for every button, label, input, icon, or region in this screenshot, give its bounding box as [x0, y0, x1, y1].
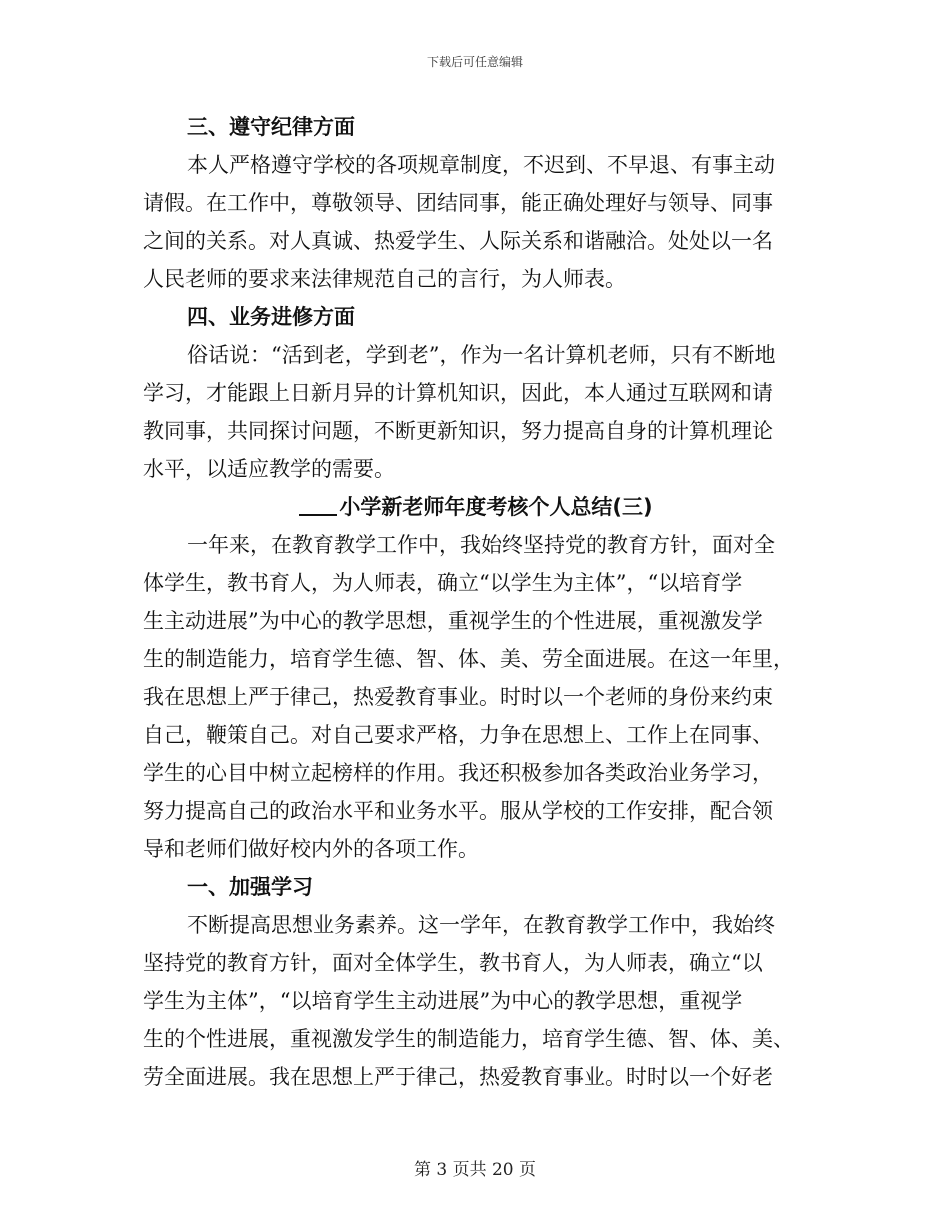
paragraph-line: 劳全面进展。我在思想上严于律己，热爱教育事业。时时以一个好老 — [143, 1065, 773, 1089]
paragraph-line: 学习，才能跟上日新月异的计算机知识，因此，本人通过互联网和请 — [143, 381, 773, 405]
paragraph-line: 一年来，在教育教学工作中，我始终坚持党的教育方针，面对全 — [187, 533, 775, 557]
paragraph-line: 人民老师的要求来法律规范自己的言行，为人师表。 — [143, 267, 626, 291]
paragraph-line: 努力提高自己的政治水平和业务水平。服从学校的工作安排，配合领 — [143, 799, 773, 823]
paragraph-line: 不断提高思想业务素养。这一学年，在教育教学工作中，我始终 — [187, 913, 775, 937]
section-heading-discipline: 三、遵守纪律方面 — [187, 115, 355, 139]
paragraph-line: 生主动进展”为中心的教学思想，重视学生的个性进展，重视激发学 — [143, 609, 763, 633]
paragraph-line: 教同事，共同探讨问题，不断更新知识，努力提高自身的计算机理论 — [143, 419, 773, 443]
section-heading-strengthen-learning: 一、加强学习 — [187, 875, 313, 899]
document-body — [143, 108, 809, 1096]
paragraph-line: 水平，以适应教学的需要。 — [143, 457, 395, 481]
paragraph-line: 学生为主体”，“以培育学生主动进展”为中心的教学思想，重视学 — [143, 989, 743, 1013]
paragraph-line: 之间的关系。对人真诚、热爱学生、人际关系和谐融洽。处处以一名 — [143, 229, 773, 253]
title-blank-underline — [299, 490, 337, 516]
paragraph-line: 请假。在工作中，尊敬领导、团结同事，能正确处理好与领导、同事 — [143, 191, 773, 215]
document-title-row — [143, 488, 809, 526]
section-heading-professional-study: 四、业务进修方面 — [187, 305, 355, 329]
paragraph-line: 生的个性进展，重视激发学生的制造能力，培育学生德、智、体、美、 — [143, 1027, 794, 1051]
page-footer: 第 3 页共 20 页 — [413, 1160, 537, 1180]
page-header: 下载后可任意编辑 — [426, 55, 523, 69]
paragraph-line: 自己，鞭策自己。对自己要求严格，力争在思想上、工作上在同事、 — [143, 723, 773, 747]
paragraph-line: 学生的心目中树立起榜样的作用。我还积极参加各类政治业务学习， — [143, 761, 773, 785]
document-title: 小学新老师年度考核个人总结(三) — [339, 495, 653, 519]
paragraph-line: 我在思想上严于律己，热爱教育事业。时时以一个老师的身份来约束 — [143, 685, 773, 709]
paragraph-line: 生的制造能力，培育学生德、智、体、美、劳全面进展。在这一年里， — [143, 647, 794, 671]
paragraph-line: 导和老师们做好校内外的各项工作。 — [143, 837, 479, 861]
paragraph-line: 本人严格遵守学校的各项规章制度，不迟到、不早退、有事主动 — [187, 153, 775, 177]
paragraph-line: 体学生，教书育人，为人师表，确立“以学生为主体”，“以培育学 — [143, 571, 743, 595]
paragraph-line: 俗话说：“活到老，学到老”，作为一名计算机老师，只有不断地 — [187, 343, 776, 367]
paragraph-line: 坚持党的教育方针，面对全体学生，教书育人，为人师表，确立“以 — [143, 951, 763, 975]
